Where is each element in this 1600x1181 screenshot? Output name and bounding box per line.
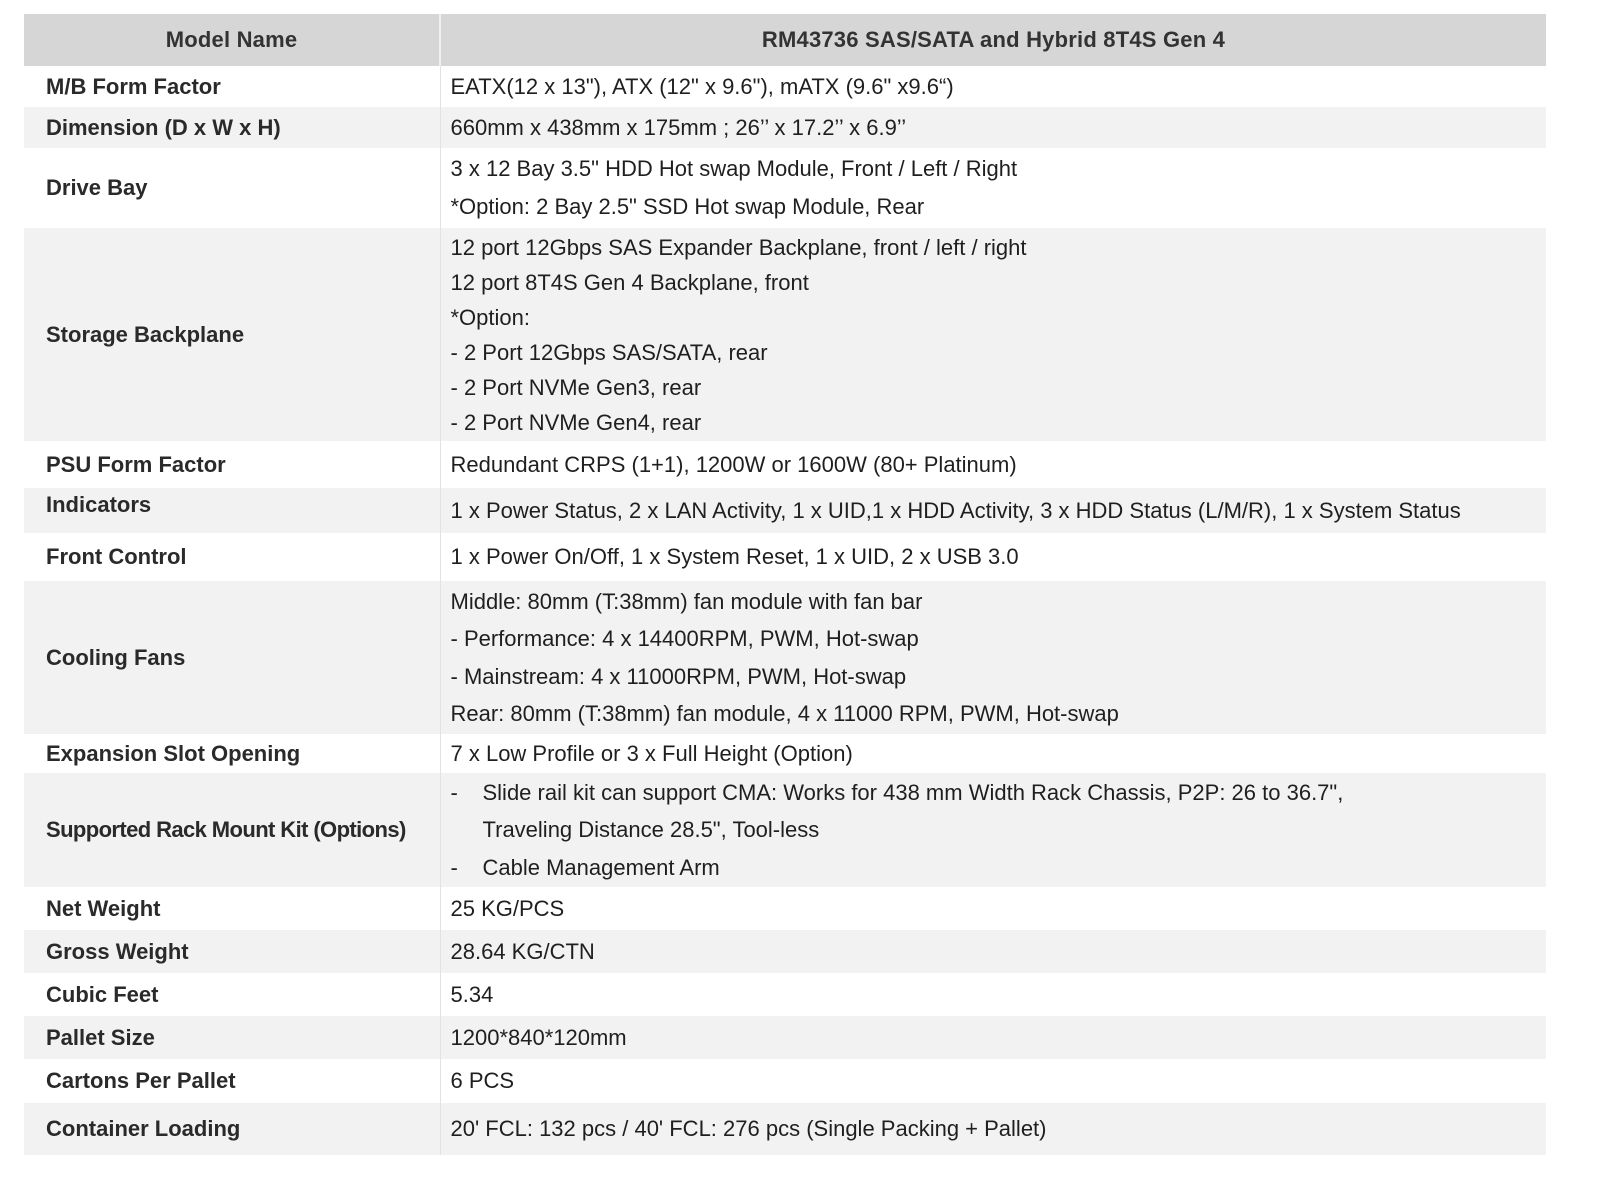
value-line: 12 port 8T4S Gen 4 Backplane, front xyxy=(450,269,809,295)
row-value xyxy=(440,887,1546,930)
value-line: 28.64 KG/CTN xyxy=(450,938,595,964)
value-line: - Performance: 4 x 14400RPM, PWM, Hot-swap xyxy=(450,626,919,651)
row-value xyxy=(440,148,1546,228)
row-label: Cooling Fans xyxy=(24,581,440,734)
row-label: Dimension (D x W x H) xyxy=(24,107,440,148)
row-label: Container Loading xyxy=(24,1103,440,1155)
value-line: 1 x Power Status, 2 x LAN Activity, 1 x UID,1 x HDD Activity, 3 x HDD Status (L/M/R), 1 x System Status xyxy=(450,497,1461,523)
row-label: Net Weight xyxy=(24,887,440,930)
row-label: Gross Weight xyxy=(24,930,440,973)
row-value xyxy=(440,228,1546,441)
value-line: 20' FCL: 132 pcs / 40' FCL: 276 pcs (Single Packing + Pallet) xyxy=(450,1116,1047,1141)
value-line: EATX(12 x 13"), ATX (12" x 9.6"), mATX (9.6" x9.6“) xyxy=(450,73,954,99)
row-label: Cartons Per Pallet xyxy=(24,1059,440,1103)
value-line: 1200*840*120mm xyxy=(450,1024,627,1050)
value-line: 6 PCS xyxy=(450,1068,515,1093)
value-line: Redundant CRPS (1+1), 1200W or 1600W (80+ Platinum) xyxy=(450,451,1017,477)
value-line: *Option: 2 Bay 2.5" SSD Hot swap Module, Rear xyxy=(450,194,925,219)
dash-marker: - xyxy=(450,854,458,880)
row-gross-weight xyxy=(24,930,1546,973)
header-row xyxy=(24,14,1546,66)
value-line: - 2 Port NVMe Gen4, rear xyxy=(450,409,702,435)
row-label: Pallet Size xyxy=(24,1016,440,1059)
row-mb-form-factor xyxy=(24,66,1546,107)
row-label: Expansion Slot Opening xyxy=(24,734,440,773)
row-container-loading xyxy=(24,1103,1546,1155)
row-value xyxy=(440,1059,1546,1103)
row-label: Front Control xyxy=(24,533,440,581)
value-line: Rear: 80mm (T:38mm) fan module, 4 x 11000 RPM, PWM, Hot-swap xyxy=(450,701,1119,726)
value-line: 5.34 xyxy=(450,981,494,1007)
row-value xyxy=(440,1016,1546,1059)
row-cartons-per-pallet xyxy=(24,1059,1546,1103)
dash-item-text: Cable Management Arm xyxy=(482,854,720,880)
value-line: - 2 Port NVMe Gen3, rear xyxy=(450,374,702,400)
row-value xyxy=(440,581,1546,734)
value-line: 25 KG/PCS xyxy=(450,895,565,921)
value-line: *Option: xyxy=(450,304,530,330)
row-pallet-size xyxy=(24,1016,1546,1059)
spec-table xyxy=(24,14,1546,1155)
value-line: Middle: 80mm (T:38mm) fan module with fan bar xyxy=(450,588,923,614)
row-psu-form-factor xyxy=(24,441,1546,488)
row-label: Drive Bay xyxy=(24,148,440,228)
row-label: M/B Form Factor xyxy=(24,66,440,107)
value-line: - 2 Port 12Gbps SAS/SATA, rear xyxy=(450,339,768,365)
row-value xyxy=(440,773,1546,887)
row-value xyxy=(440,973,1546,1016)
row-value xyxy=(440,1103,1546,1155)
row-front-control xyxy=(24,533,1546,581)
header-model-name: Model Name xyxy=(24,14,440,66)
row-net-weight xyxy=(24,887,1546,930)
row-storage-backplane xyxy=(24,228,1546,441)
value-line: - Mainstream: 4 x 11000RPM, PWM, Hot-swap xyxy=(450,663,907,689)
value-line: 660mm x 438mm x 175mm ; 26’’ x 17.2’’ x 6.9’’ xyxy=(450,114,907,140)
header-model-value: RM43736 SAS/SATA and Hybrid 8T4S Gen 4 xyxy=(440,14,1546,66)
row-value xyxy=(440,533,1546,581)
dash-item xyxy=(451,774,1547,812)
row-label: Indicators xyxy=(24,488,440,533)
dash-item xyxy=(451,849,1547,887)
row-value xyxy=(440,66,1546,107)
row-expansion-slot xyxy=(24,734,1546,773)
row-cubic-feet xyxy=(24,973,1546,1016)
row-indicators xyxy=(24,488,1546,533)
dash-item-text: Slide rail kit can support CMA: Works for 438 mm Width Rack Chassis, P2P: 26 to 36.7", xyxy=(482,779,1344,805)
row-value xyxy=(440,488,1546,533)
row-label: Cubic Feet xyxy=(24,973,440,1016)
row-drive-bay xyxy=(24,148,1546,228)
value-line: 12 port 12Gbps SAS Expander Backplane, front / left / right xyxy=(450,234,1027,260)
row-cooling-fans xyxy=(24,581,1546,734)
dash-marker: - xyxy=(450,779,458,805)
row-rack-mount-kit xyxy=(24,773,1546,887)
value-line: 3 x 12 Bay 3.5" HDD Hot swap Module, Front / Left / Right xyxy=(450,156,1018,181)
dash-item-continuation: Traveling Distance 28.5", Tool-less xyxy=(482,817,820,843)
value-line: 1 x Power On/Off, 1 x System Reset, 1 x UID, 2 x USB 3.0 xyxy=(450,544,1019,569)
row-label: Supported Rack Mount Kit (Options) xyxy=(24,773,440,887)
value-line: 7 x Low Profile or 3 x Full Height (Option) xyxy=(450,740,853,766)
row-value xyxy=(440,930,1546,973)
row-value xyxy=(440,734,1546,773)
row-label: PSU Form Factor xyxy=(24,441,440,488)
row-value xyxy=(440,107,1546,148)
row-value xyxy=(440,441,1546,488)
row-label: Storage Backplane xyxy=(24,228,440,441)
row-dimension xyxy=(24,107,1546,148)
